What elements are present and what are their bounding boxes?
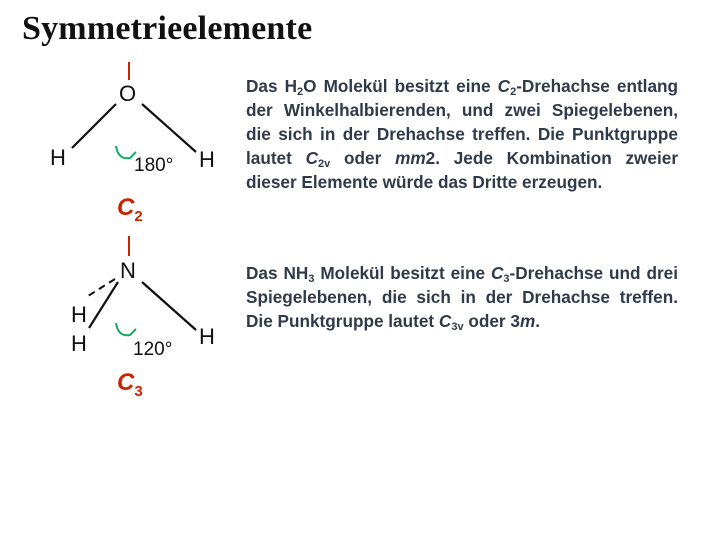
nh3-axis-label xyxy=(117,369,143,400)
h2o-axis-label xyxy=(117,194,143,225)
h2o-hydrogen-left: H xyxy=(50,145,66,170)
nh3-desc-symbol: m xyxy=(519,311,536,331)
h2o-rotation-angle: 180° xyxy=(134,155,174,176)
h2o-desc-text: Das H xyxy=(246,76,298,96)
h2o-bond-left xyxy=(72,104,116,148)
h2o-hydrogen-right: H xyxy=(199,147,215,172)
nh3-bond-right xyxy=(142,282,196,330)
h2o-axis-subscript: 2 xyxy=(134,208,143,225)
h2o-desc-symbol: mm xyxy=(395,148,426,168)
h2o-desc-subscript: 2v xyxy=(318,158,331,170)
h2o-molecule xyxy=(50,62,215,225)
nh3-molecule xyxy=(71,236,215,400)
nh3-hydrogen-right: H xyxy=(199,324,215,349)
h2o-description xyxy=(246,74,678,194)
h2o-desc-subscript: 2 xyxy=(510,86,517,98)
nh3-rotation-angle: 120° xyxy=(133,339,173,360)
h2o-oxygen-atom: O xyxy=(119,81,137,106)
slide-title: Symmetrieelemente xyxy=(22,10,313,47)
nh3-desc-text: Das NH xyxy=(246,263,309,283)
nh3-desc-subscript: 3 xyxy=(503,273,510,285)
nh3-desc-text: oder 3 xyxy=(463,311,520,331)
nh3-rotation-arrow-icon xyxy=(116,323,136,335)
nh3-description xyxy=(246,261,678,333)
h2o-bond-right xyxy=(142,104,196,152)
h2o-desc-text: 2. Jede Kombination zweier dieser Elemente würde das Dritte erzeugen. xyxy=(246,148,679,192)
nh3-desc-text: Molekül besitzt eine xyxy=(314,263,491,283)
nh3-desc-symbol: C xyxy=(490,263,504,283)
h2o-desc-symbol: C xyxy=(497,76,511,96)
nh3-axis-symbol: C xyxy=(117,369,135,396)
h2o-axis-symbol: C xyxy=(117,194,135,221)
h2o-desc-text: -Drehachse entlang der Winkelhalbierenden, und zwei Spiegelebenen, die sich in der Drehachse treffen. Die Punktgruppe lautet xyxy=(246,76,679,168)
nh3-desc-subscript: 3v xyxy=(451,321,464,333)
nh3-hydrogen-back-upper: H xyxy=(71,302,87,327)
h2o-desc-text: O Molekül besitzt eine xyxy=(303,76,498,96)
nh3-desc-text: . xyxy=(535,311,541,331)
nh3-desc-subscript: 3 xyxy=(308,273,315,285)
nh3-desc-text: -Drehachse und drei Spiegelebenen, die sich in der Drehachse treffen. Die Punktgruppe lautet xyxy=(246,263,678,331)
nh3-desc-symbol: C xyxy=(438,311,452,331)
nh3-hydrogen-back-lower: H xyxy=(71,331,87,356)
nh3-axis-subscript: 3 xyxy=(134,383,143,400)
nh3-nitrogen-atom: N xyxy=(120,258,136,283)
nh3-bond-back-lower xyxy=(89,282,118,328)
h2o-desc-text: oder xyxy=(330,148,396,168)
h2o-desc-subscript: 2 xyxy=(297,86,304,98)
h2o-desc-symbol: C xyxy=(305,148,319,168)
h2o-rotation-arrow-icon xyxy=(116,146,136,158)
